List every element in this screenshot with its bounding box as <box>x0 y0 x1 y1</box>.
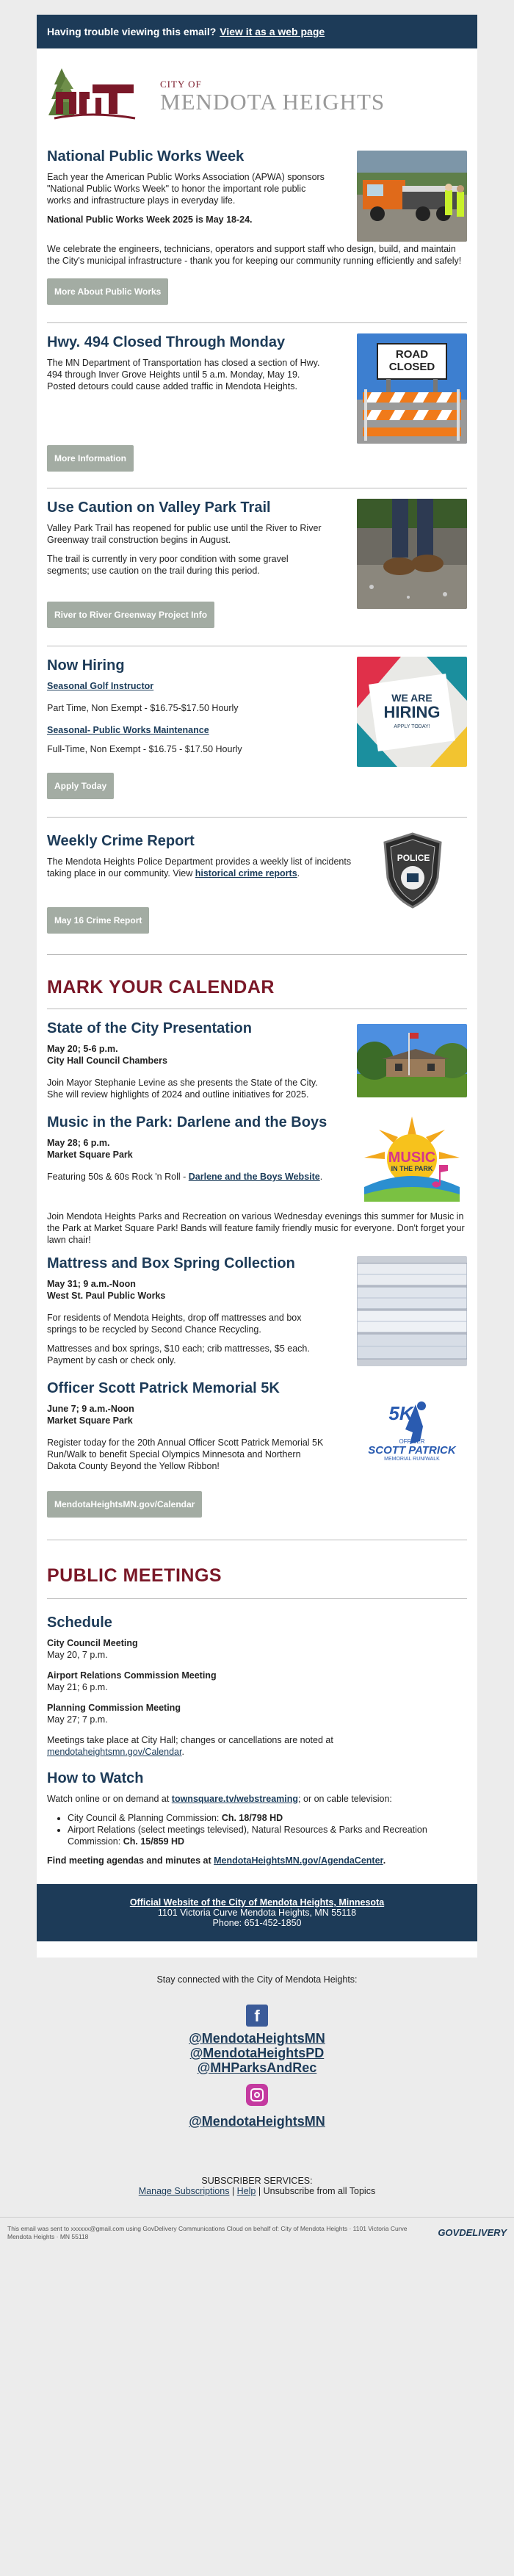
event3-desc: For residents of Mendota Heights, drop off mattresses and box springs to be recycled by Second Chance Recycling. <box>47 1313 302 1335</box>
footer-wrap <box>37 1884 477 1958</box>
separator: | <box>256 2186 264 2196</box>
meeting-when: May 27; 7 p.m. <box>47 1714 108 1725</box>
event2-desc2: Join Mendota Heights Parks and Recreation on various Wednesday evenings this summer for Music in the Park at Market Square Park! Bands will feature family friendly music for everyone. Don't forget your lawn chair! <box>47 1211 465 1245</box>
footer-band <box>37 1884 477 1941</box>
crime-p1 <box>47 856 358 879</box>
how-to-watch-title: How to Watch <box>47 1770 144 1786</box>
hiring-section <box>47 657 467 799</box>
event3-desc2: Mattresses and box springs, $10 each; crib mattresses, $5 each. Payment by cash or check only. <box>47 1343 310 1365</box>
channel2-label: Airport Relations (select meetings televised), Natural Resources & Parks and Recreation Commission: <box>68 1825 427 1847</box>
note-prefix: Meetings take place at City Hall; changes or cancellations are noted at <box>47 1735 333 1745</box>
agenda-center-link[interactable]: MendotaHeightsMN.gov/AgendaCenter <box>214 1855 383 1866</box>
greenway-project-button[interactable]: River to River Greenway Project Info <box>47 602 214 628</box>
music-in-park-image <box>357 1114 467 1209</box>
crime-section <box>47 832 467 934</box>
5k-img-line4: MEMORIAL RUN/WALK <box>384 1457 440 1462</box>
event3-where: West St. Paul Public Works <box>47 1291 166 1301</box>
scott-patrick-5k-logo <box>357 1399 467 1479</box>
official-website-link[interactable]: Official Website of the City of Mendota Heights, Minnesota <box>129 1897 385 1908</box>
npw-section <box>47 148 467 242</box>
watch-suffix: ; or on cable television: <box>298 1794 392 1804</box>
event4-title: Officer Scott Patrick Memorial 5K <box>47 1380 280 1396</box>
meeting-list <box>47 1637 467 1725</box>
channel2-number: Ch. 15/859 HD <box>123 1836 185 1847</box>
web-view-bar <box>37 15 477 48</box>
footer-phone: Phone: 651-452-1850 <box>212 1918 302 1928</box>
job1-details: Part Time, Non Exempt - $16.75-$17.50 Hourly <box>47 703 239 713</box>
city-logo-icon <box>47 62 150 130</box>
hiring-img-line2: HIRING <box>383 703 441 721</box>
trouble-text: Having trouble viewing this email? <box>47 26 217 37</box>
govdelivery-logo[interactable]: GOVDELIVERY <box>438 2227 507 2238</box>
channel1-number: Ch. 18/798 HD <box>221 1813 283 1823</box>
meeting-when: May 20, 7 p.m. <box>47 1650 108 1660</box>
trail-image <box>357 499 467 609</box>
unsubscribe-link[interactable]: Unsubscribe from all Topics <box>263 2186 376 2196</box>
5k-img-line1: 5K <box>388 1402 413 1424</box>
bottom-disclaimer <box>0 2217 514 2248</box>
event-mattress-collection <box>47 1255 467 1374</box>
facebook-icon[interactable]: f <box>246 2005 268 2027</box>
email-container <box>0 15 514 2248</box>
meeting-name: Planning Commission Meeting <box>47 1703 181 1713</box>
agenda-suffix: . <box>383 1855 386 1866</box>
crime-p1-suffix: . <box>297 868 300 878</box>
crime-p1-prefix: The Mendota Heights Police Department provides a weekly list of incidents taking place in our community. View <box>47 856 352 878</box>
crime-report-button[interactable]: May 16 Crime Report <box>47 907 149 934</box>
note-suffix: . <box>181 1747 184 1757</box>
sign-line1: ROAD <box>395 348 429 361</box>
job-link-public-works[interactable]: Seasonal- Public Works Maintenance <box>47 725 209 735</box>
hiring-img-line3: APPLY TODAY! <box>394 724 430 729</box>
event2-title: Music in the Park: Darlene and the Boys <box>47 1114 327 1130</box>
email-body <box>37 48 477 1884</box>
mattress-image <box>357 1256 467 1366</box>
more-public-works-button[interactable]: More About Public Works <box>47 278 168 305</box>
npw-p2: National Public Works Week 2025 is May 18-24. <box>47 214 253 225</box>
facebook-link-pd[interactable]: @MendotaHeightsPD <box>189 2046 325 2060</box>
historical-crime-reports-link[interactable]: historical crime reports <box>195 868 297 878</box>
channel-item <box>68 1812 467 1824</box>
hiring-img-line1: WE ARE <box>391 692 432 704</box>
townsquare-link[interactable]: townsquare.tv/webstreaming <box>171 1794 299 1804</box>
event2-desc <box>47 1171 330 1183</box>
subscriber-links <box>37 2186 477 2196</box>
separator: | <box>229 2186 237 2196</box>
we-are-hiring-image <box>357 657 467 767</box>
event2-desc-suffix: . <box>319 1172 323 1182</box>
trail-p2: The trail is currently in very poor condition with some gravel segments; use caution on the trail during this period. <box>47 554 289 576</box>
divider <box>47 817 467 818</box>
hiring-title: Now Hiring <box>47 657 125 674</box>
channel-item <box>68 1824 467 1847</box>
disclaimer-text: This email was sent to xxxxxx@gmail.com using GovDelivery Communications Cloud on behalf of: City of Mendota Heights · 1101 Victoria Curve Mendota Heights · MN 55118 <box>7 2224 408 2240</box>
npw-p1: Each year the American Public Works Association (APWA) sponsors "National Public Works Week" to honor the important role public works and infrastructure plays in everyday life. <box>47 172 325 206</box>
5k-logo-text <box>357 1403 467 1462</box>
view-web-link[interactable]: View it as a web page <box>220 26 325 37</box>
badge-text: POLICE <box>397 853 430 863</box>
stay-connected-text: Stay connected with the City of Mendota Heights: <box>156 1974 358 1985</box>
job-link-golf-instructor[interactable]: Seasonal Golf Instructor <box>47 681 154 691</box>
5k-img-line3: SCOTT PATRICK <box>368 1444 456 1457</box>
event-state-of-city <box>47 1020 467 1108</box>
crime-title: Weekly Crime Report <box>47 833 195 849</box>
event2-desc-prefix: Featuring 50s & 60s Rock 'n Roll - <box>47 1172 189 1182</box>
divider <box>47 322 467 323</box>
logo-line2: MENDOTA HEIGHTS <box>160 89 386 115</box>
calendar-link-button[interactable]: MendotaHeightsMN.gov/Calendar <box>47 1491 202 1518</box>
hwy-p1: The MN Department of Transportation has closed a section of Hwy. 494 through Inver Grove Heights until 5 a.m. Monday, May 19. Posted detours could cause added traffic in Mendota Heights. <box>47 358 320 392</box>
event-5k <box>47 1379 467 1479</box>
event1-title: State of the City Presentation <box>47 1020 252 1036</box>
facebook-link-city[interactable]: @MendotaHeightsMN <box>189 2031 325 2046</box>
help-link[interactable]: Help <box>236 2186 256 2196</box>
event4-desc: Register today for the 20th Annual Officer Scott Patrick Memorial 5K Run/Walk to benefit Special Olympics Minnesota and Northern Dakota County Beyond the Yellow Ribbon! <box>47 1437 324 1471</box>
music-image-text <box>357 1150 467 1172</box>
police-badge-image <box>358 832 467 913</box>
footer-address: 1101 Victoria Curve Mendota Heights, MN 55118 <box>157 1908 357 1918</box>
hwy-title: Hwy. 494 Closed Through Monday <box>47 334 286 350</box>
logo-line1: CITY OF <box>160 79 202 90</box>
calendar-link[interactable]: mendotaheightsmn.gov/Calendar <box>47 1747 182 1757</box>
music-img-line2: IN THE PARK <box>391 1165 433 1172</box>
event4-where: Market Square Park <box>47 1415 133 1426</box>
public-works-truck-image <box>357 151 467 242</box>
facebook-link-parks[interactable]: @MHParksAndRec <box>197 2060 317 2075</box>
schedule-title: Schedule <box>47 1614 112 1631</box>
sign-line2: CLOSED <box>388 361 435 373</box>
instagram-link-city[interactable]: @MendotaHeightsMN <box>189 2114 325 2129</box>
trail-p1: Valley Park Trail has reopened for public use until the River to River Greenway trail construction begins in August. <box>47 523 322 545</box>
more-information-button[interactable]: More Information <box>47 445 134 472</box>
road-closed-image <box>357 333 467 444</box>
meeting-when: May 21; 6 p.m. <box>47 1682 108 1692</box>
event1-desc: Join Mayor Stephanie Levine as she presents the State of the City. She will review highlights of 2024 and outline initiatives for 2025. <box>47 1078 318 1100</box>
event3-title: Mattress and Box Spring Collection <box>47 1255 295 1271</box>
npw-p3: We celebrate the engineers, technicians, operators and support staff who design, build, and maintain the City's municipal infrastructure - thank you for keeping our community running efficiently and safely! <box>47 244 462 266</box>
job2-details: Full-Time, Non Exempt - $16.75 - $17.50 Hourly <box>47 744 242 754</box>
darlene-website-link[interactable]: Darlene and the Boys Website <box>188 1172 320 1182</box>
calendar-heading: MARK YOUR CALENDAR <box>47 977 275 997</box>
event1-where: City Hall Council Chambers <box>47 1056 167 1066</box>
instagram-icon[interactable] <box>246 2084 268 2106</box>
hiring-image-text <box>357 692 467 729</box>
event-music-in-park <box>47 1114 467 1209</box>
road-closed-sign-text <box>377 348 446 373</box>
event1-when: May 20; 5-6 p.m. <box>47 1044 118 1054</box>
agenda-prefix: Find meeting agendas and minutes at <box>47 1855 214 1866</box>
apply-today-button[interactable]: Apply Today <box>47 773 114 799</box>
meetings-heading: PUBLIC MEETINGS <box>47 1565 222 1586</box>
event2-where: Market Square Park <box>47 1150 133 1160</box>
channel1-label: City Council & Planning Commission: <box>68 1813 222 1823</box>
event3-when: May 31; 9 a.m.-Noon <box>47 1279 136 1289</box>
npw-title: National Public Works Week <box>47 148 245 165</box>
meeting-name: Airport Relations Commission Meeting <box>47 1670 217 1681</box>
subscriber-services-title: SUBSCRIBER SERVICES: <box>201 2176 313 2186</box>
music-img-line1: MUSIC <box>388 1150 436 1166</box>
watch-prefix: Watch online or on demand at <box>47 1794 172 1804</box>
city-logo[interactable] <box>47 48 467 144</box>
meetings-note <box>47 1734 467 1758</box>
watch-text <box>47 1793 467 1805</box>
agenda-text <box>47 1855 467 1866</box>
channel-list <box>47 1812 467 1847</box>
event2-when: May 28; 6 p.m. <box>47 1138 110 1148</box>
manage-subscriptions-link[interactable]: Manage Subscriptions <box>138 2186 230 2196</box>
social-section <box>37 1958 477 2196</box>
trail-title: Use Caution on Valley Park Trail <box>47 499 271 516</box>
trail-section <box>47 499 467 628</box>
city-hall-image <box>357 1024 467 1097</box>
meeting-name: City Council Meeting <box>47 1638 138 1648</box>
5k-img-line2: OFFICER <box>399 1438 425 1445</box>
event4-when: June 7; 9 a.m.-Noon <box>47 1404 134 1414</box>
hwy-section <box>47 333 467 472</box>
